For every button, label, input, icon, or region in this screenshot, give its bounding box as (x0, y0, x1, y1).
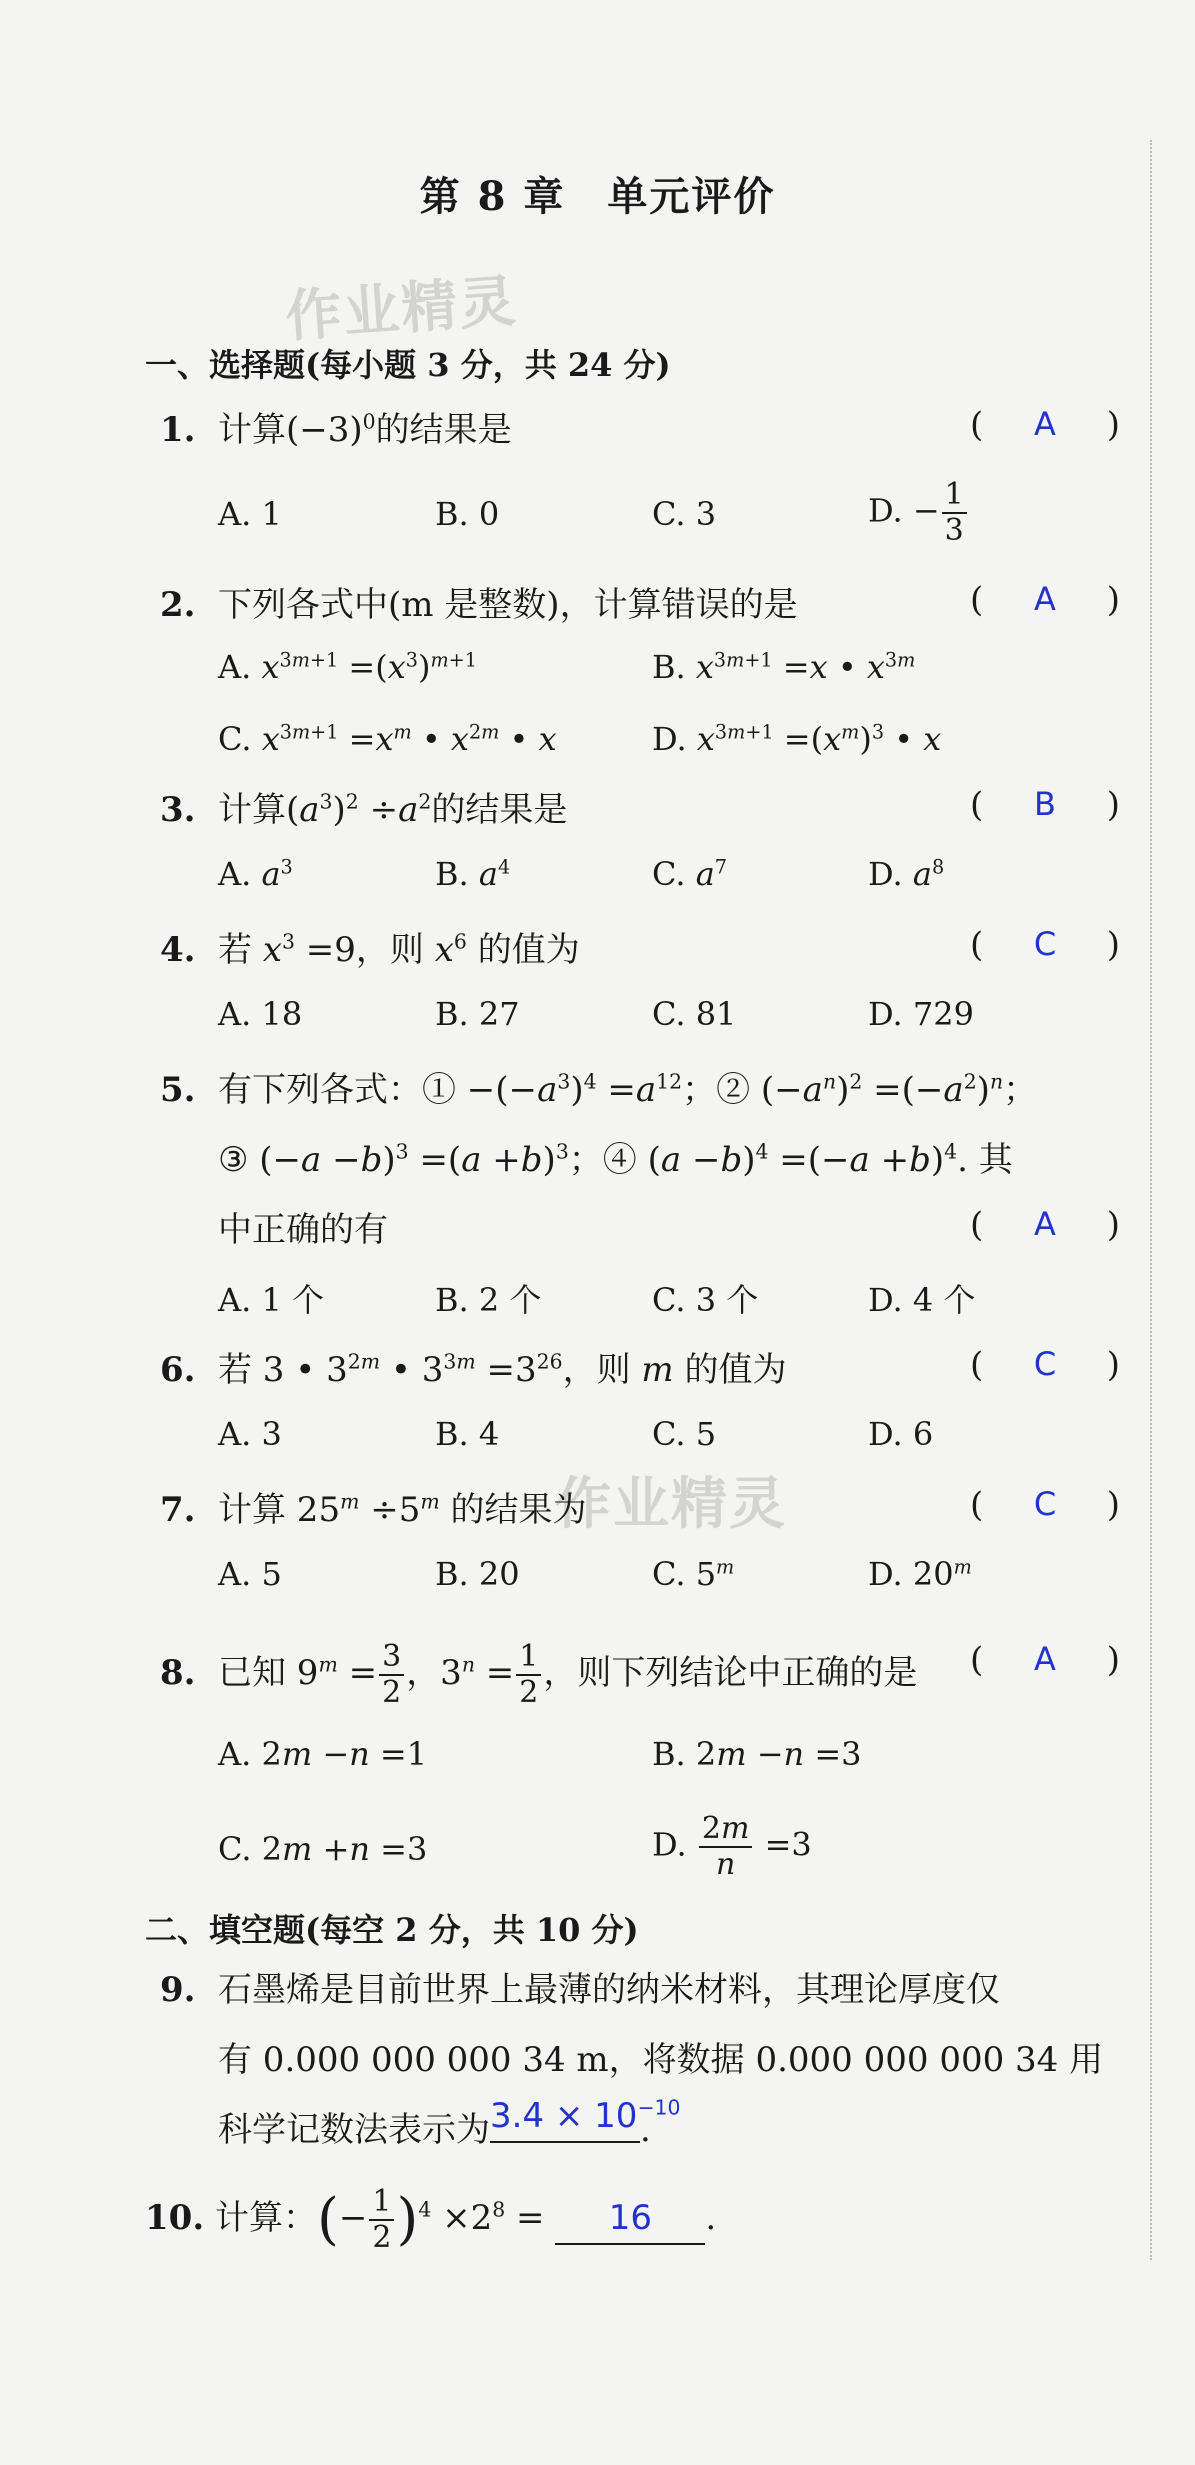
answer-blank-10: 16 (555, 2193, 705, 2245)
watermark: 作业精灵 (555, 1472, 787, 1537)
option-c: C. 5$^m$ (652, 1555, 735, 1593)
answer-blank-9: $3.4 \times 10^{-10}$ (490, 2091, 640, 2143)
option-b: B. 27 (435, 995, 520, 1033)
margin-dotted-line (1150, 140, 1152, 2260)
option-b: B. 4 (435, 1415, 500, 1453)
question-5: 5. 有下列各式：① $-(-a^3)^4 =a^{12}$；② $(-a^n)^2 =(-a^2)^n$； (160, 1069, 1038, 1110)
answer-6: ( C ) (970, 1345, 1120, 1385)
option-d: D. $a^8$ (868, 855, 945, 893)
question-9-line2: 有 0.000 000 000 34 m，将数据 0.000 000 000 34 用 (218, 2040, 1104, 2080)
option-d: D. 4 个 (868, 1281, 976, 1319)
question-text: 计算(−3) (218, 410, 363, 450)
answer-1: ( A ) (970, 405, 1120, 445)
answer-4: ( C ) (970, 925, 1120, 965)
option-a: A. 3 (218, 1415, 282, 1453)
option-a: A. 18 (218, 995, 303, 1033)
exponent: 0 (362, 409, 376, 434)
answer-value: A (1034, 405, 1056, 443)
option-d: D. $\frac{2m}{n}$ =3 (652, 1811, 812, 1882)
question-10: 10. 计算：(− $\frac{1}{2}$ )$^4 \times 2^8 = 16$ . (145, 2184, 717, 2255)
question-9: 9. 石墨烯是目前世界上最薄的纳米材料，其理论厚度仅 (160, 1970, 1000, 2010)
option-b: B. 2 个 (435, 1281, 542, 1319)
section-heading-fill: 二、填空题(每空 2 分，共 10 分) (145, 1911, 639, 1949)
question-1 (160, 405, 512, 455)
option-a: A. $x^{3m+1} =(x^3)^{m+1}$ (218, 648, 477, 686)
answer-2: ( A ) (970, 580, 1120, 620)
question-6: 6. 若 3 • $3^{2m}$ • $3^{3m} =3^{26}$，则 m 的值为 (160, 1349, 787, 1390)
option-d: D. 6 (868, 1415, 934, 1453)
question-text: 的结果是 (375, 410, 512, 450)
question-number: 1. (160, 410, 196, 450)
option-d: D. 20$^m$ (868, 1555, 972, 1593)
option-b: B. 20 (435, 1555, 520, 1593)
option-d: D. $x^{3m+1} =(x^m)^3$ • x (652, 720, 942, 758)
answer-3: ( B ) (970, 785, 1120, 825)
question-4: 4. 若 $x^3 =9$，则 $x^6$ 的值为 (160, 929, 580, 970)
option-d: D. − $\frac{1}{3}$ (868, 478, 969, 548)
option-b: B. 0 (435, 495, 500, 533)
option-c: C. 3 个 (652, 1281, 759, 1319)
question-9-line3: 科学记数法表示为$3.4 \times 10^{-10}$. (218, 2105, 651, 2157)
option-c: C. 2m +n =3 (218, 1830, 428, 1868)
question-3: 3. 计算$(a^3)^2 \div a^2$的结果是 (160, 789, 568, 830)
answer-7: ( C ) (970, 1485, 1120, 1525)
option-b: B. $x^{3m+1} =x$ • $x^{3m}$ (652, 648, 916, 686)
option-d: D. 729 (868, 995, 974, 1033)
question-2: 2. 下列各式中(m 是整数)，计算错误的是 (160, 585, 798, 625)
answer-8: ( A ) (970, 1640, 1120, 1680)
section-heading-choice: 一、选择题(每小题 3 分，共 24 分) (145, 346, 671, 384)
answer-5: ( A ) (970, 1205, 1120, 1245)
option-b: B. $a^4$ (435, 855, 511, 893)
watermark: 作业精灵 (283, 268, 520, 351)
option-a: A. 1 个 (218, 1281, 324, 1319)
option-a: A. $a^3$ (218, 855, 293, 893)
option-a: A. 2m −n =1 (218, 1735, 428, 1773)
question-5-line2: ③ $(-a -b)^3 =(a +b)^3$；④ $(a -b)^4 =(-a +b)^4$. 其 (218, 1139, 1013, 1180)
option-b: B. 2m −n =3 (652, 1735, 862, 1773)
page-title: 第 8 章 单元评价 (419, 173, 776, 220)
option-c: C. 81 (652, 995, 737, 1033)
option-c: C. 5 (652, 1415, 717, 1453)
option-c: C. $x^{3m+1} =x^m$ • $x^{2m}$ • x (218, 720, 557, 758)
option-c: C. 3 (652, 495, 717, 533)
option-a: A. 5 (218, 1555, 282, 1593)
option-c: C. $a^7$ (652, 855, 727, 893)
question-7: 7. 计算 $25^m \div 5^m$ 的结果为 (160, 1489, 587, 1530)
question-8: 8. 已知 $9^m$ = $\frac{3}{2}$ ，$3^n$ = $\frac{1}{2}$ ，则下列结论中正确的是 (160, 1639, 918, 1710)
option-a: A. 1 (218, 495, 282, 533)
question-5-line3: 中正确的有 (218, 1210, 388, 1250)
